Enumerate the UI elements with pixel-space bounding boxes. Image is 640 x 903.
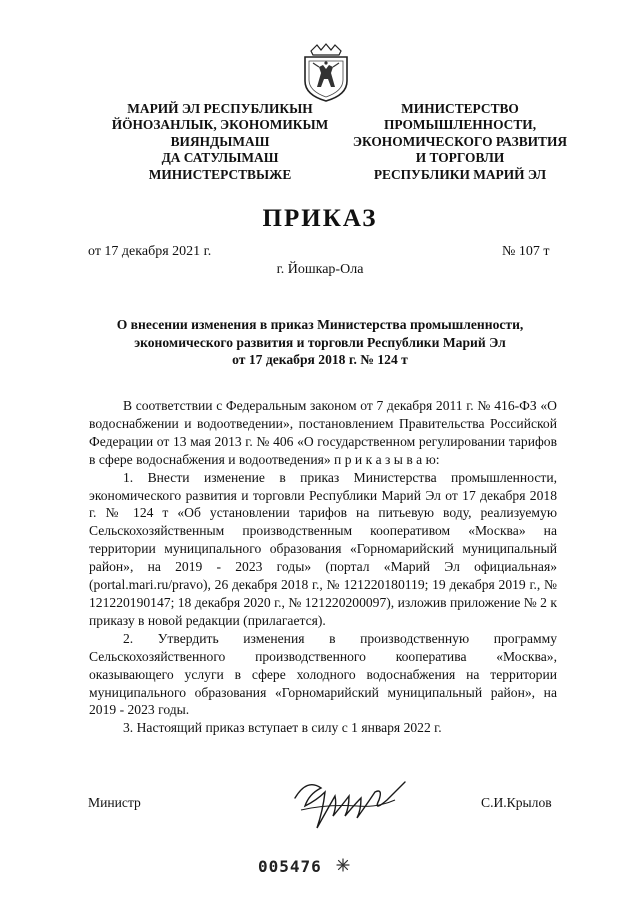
header-right-line: РЕСПУБЛИКИ МАРИЙ ЭЛ [373, 166, 547, 182]
order-number: № 107 т [502, 244, 550, 259]
body-paragraph: 2. Утвердить изменения в производственную программу Сельскохозяйственного производственного кооператива «Москва», оказывающего услуги в сфере холодного водоснабжения на территории муниципального образования «Горномарийский муниципальный район», на 2019 - 2023 годы. [89, 630, 557, 718]
header-right-line: ПРОМЫШЛЕННОСТИ, [383, 117, 537, 133]
header-left-line: МИНИСТЕРСТВЫЖЕ [148, 166, 292, 182]
header-left-line: МАРИЙ ЭЛ РЕСПУБЛИКЫН [127, 101, 313, 116]
order-subject [80, 316, 560, 369]
header-right-line: И ТОРГОВЛИ [415, 150, 505, 166]
header-right-line: МИНИСТЕРСТВО [401, 101, 519, 116]
header-right-block [340, 101, 580, 183]
header-left-line: ДА САТУЛЫМАШ [161, 150, 279, 166]
document-title: ПРИКАЗ [262, 205, 378, 232]
order-city: г. Йошкар-Ола [276, 262, 364, 277]
header-left-block [100, 101, 340, 183]
body-paragraph: 1. Внести изменение в приказ Министерства промышленности, экономического развития и торговли Республики Марий Эл от 17 декабря 2018 г. № 124 т «Об установлении тарифов на питьевую воду, реализуемую Сельскохозяйственным производственным кооперативом «Москва» на территории муниципального образования «Горномарийский муниципальный район», на 2019 - 2023 годы» (портал «Марий Эл официальная» (portal.mari.ru/pravo), 26 декабря 2018 г., № 121220180119; 19 декабря 2019 г., № 121220190147; 18 декабря 2020 г., № 121220200097), изложив приложение № 2 к приказу в новой редакции (прилагается). [89, 469, 557, 628]
order-body [89, 397, 557, 737]
body-paragraph: 3. Настоящий приказ вступает в силу с 1 января 2022 г. [123, 720, 442, 736]
header-left-line: ЙӦНОЗАНЛЫК, ЭКОНОМИКЫМ [111, 117, 329, 133]
handwritten-signature [287, 770, 417, 840]
asterisk-mark-icon [336, 858, 350, 872]
coat-of-arms-icon [299, 43, 353, 103]
header-left-line: ВИЯНДЫМАШ [170, 133, 270, 149]
signer-position: Министр [88, 795, 141, 810]
body-paragraph: В соответствии с Федеральным законом от 7 декабря 2011 г. № 416-ФЗ «О водоснабжении и водоотведении», постановлением Правительства Российской Федерации от 13 мая 2013 г. № 406 «О государственном регулировании тарифов в сфере водоснабжения и водоотведения» п р и к а з ы в а ю: [89, 398, 557, 467]
order-date: от 17 декабря 2021 г. [88, 244, 212, 259]
subject-line: от 17 декабря 2018 г. № 124 т [232, 352, 408, 367]
signer-name: С.И.Крылов [481, 795, 552, 810]
header-right-line: ЭКОНОМИЧЕСКОГО РАЗВИТИЯ [352, 133, 568, 149]
subject-line: экономического развития и торговли Республики Марий Эл [134, 334, 506, 350]
serial-number: 005476 [258, 857, 322, 876]
subject-line: О внесении изменения в приказ Министерства промышленности, [116, 317, 524, 332]
